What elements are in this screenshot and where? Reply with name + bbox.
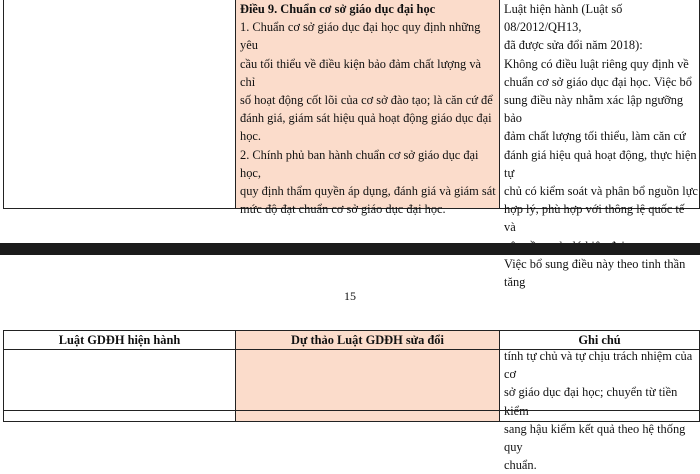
note-line: đã được sửa đổi năm 2018): xyxy=(504,38,643,53)
article-line: số hoạt động cốt lõi của cơ sở đào tạo; là căn cứ để xyxy=(240,93,493,108)
article-line: 2. Chính phủ ban hành chuẩn cơ sở giáo dục đại học, xyxy=(240,147,479,180)
article-line: quy định thẩm quyền áp dụng, đánh giá và giám sát xyxy=(240,184,496,199)
article-line: học. xyxy=(240,129,261,144)
article-9-block xyxy=(240,0,498,218)
note-line: Việc bổ sung điều này theo tinh thần tăng xyxy=(504,256,686,290)
header-draft-law: Dự thảo Luật GDĐH sửa đổi xyxy=(291,333,444,347)
article-line: đánh giá, giám sát hiệu quả hoạt động giáo dục đại xyxy=(240,111,492,126)
note-line: chuẩn. xyxy=(504,458,537,473)
note-line: sung điều này nhằm xác lập ngưỡng bảo xyxy=(504,93,684,126)
note-line: hợp lý, phù hợp với thông lệ quốc tế và xyxy=(504,202,685,235)
note-line: chuẩn cơ sở giáo dục đại học. Việc bổ xyxy=(504,74,692,89)
header-current-law: Luật GDĐH hiện hành xyxy=(58,333,181,347)
body-cell-current-law xyxy=(3,349,236,411)
header-cell-current-law xyxy=(3,330,236,350)
note-line: tính tự chủ và tự chịu trách nhiệm của cơ xyxy=(504,349,693,382)
article-line: 1. Chuẩn cơ sở giáo dục đại học quy định những yêu xyxy=(240,20,481,53)
article-title: Điều 9. Chuẩn cơ sở giáo dục đại học xyxy=(240,2,436,16)
note-line: đảm chất lượng tối thiểu, làm căn cứ xyxy=(504,129,686,144)
page-number: 15 xyxy=(344,289,356,303)
top-table-left-cell xyxy=(3,0,236,209)
note-line: sở giáo dục đại học; chuyển từ tiền kiểm xyxy=(504,385,678,418)
page-break-divider xyxy=(0,243,700,255)
header-notes: Ghi chú xyxy=(578,333,621,347)
article-line: mức độ đạt chuẩn cơ sở giáo dục đại học. xyxy=(240,202,446,217)
note-line: Luật hiện hành (Luật số 08/2012/QH13, xyxy=(504,2,623,35)
note-line: Không có điều luật riêng quy định về xyxy=(504,56,689,71)
next-row-middle-cell xyxy=(235,410,500,422)
note-line: sang hậu kiểm kết quả theo hệ thống quy xyxy=(504,421,686,455)
next-row-left-cell xyxy=(3,410,236,422)
header-cell-draft-law xyxy=(235,330,500,350)
body-cell-draft-law xyxy=(235,349,500,411)
note-line: chủ có kiểm soát và phân bổ nguồn lực xyxy=(504,184,698,199)
article-line: cầu tối thiểu về điều kiện bảo đảm chất lượng và chỉ xyxy=(240,56,482,89)
next-row-right-cell xyxy=(499,410,700,422)
note-line: đánh giá hiệu quả hoạt động, thực hiện tự xyxy=(504,147,697,180)
